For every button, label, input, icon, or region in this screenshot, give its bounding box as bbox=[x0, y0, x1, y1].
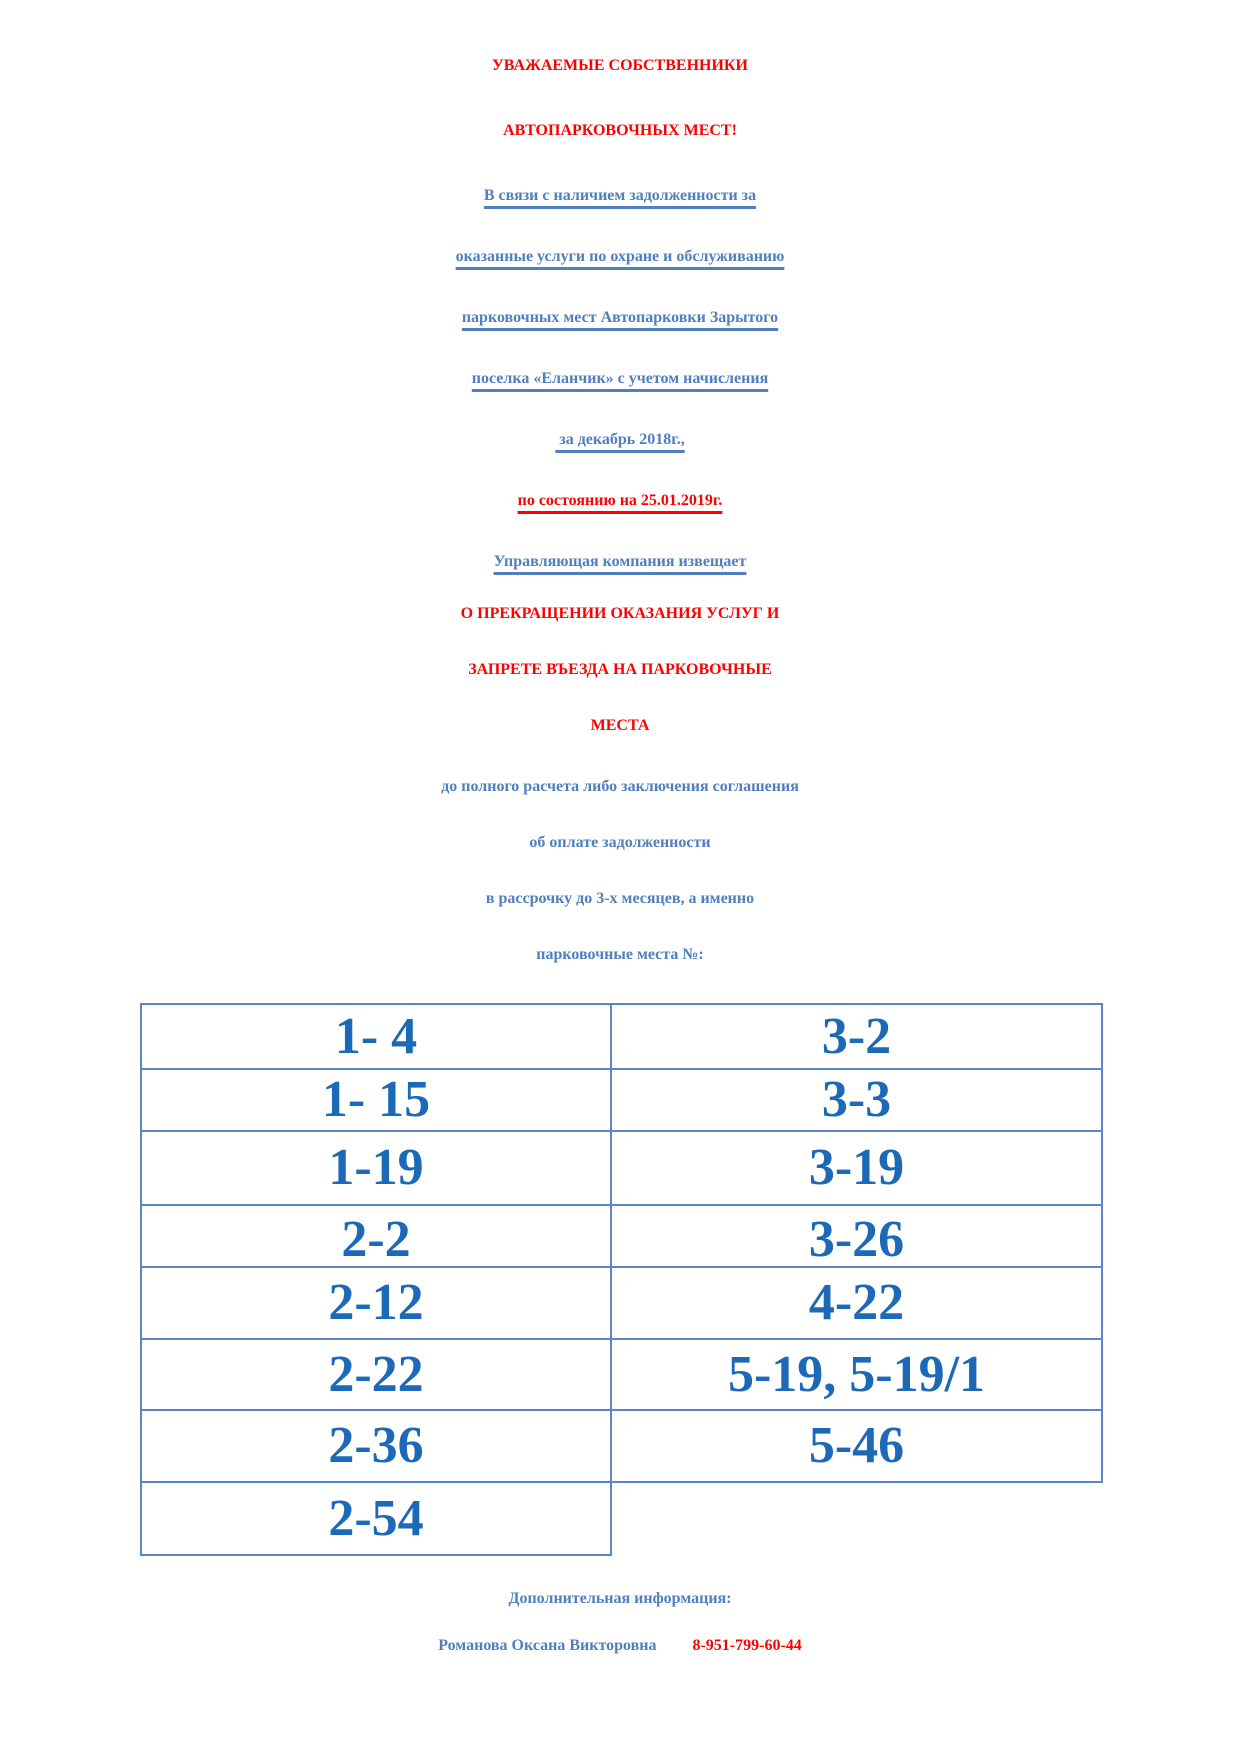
table-row bbox=[141, 1410, 1102, 1482]
notice-title bbox=[0, 33, 1240, 163]
table-row bbox=[141, 1482, 1102, 1555]
parking-spot-cell: 4-22 bbox=[611, 1267, 1102, 1339]
debt-notice-line bbox=[0, 226, 1240, 287]
table-row bbox=[141, 1131, 1102, 1205]
parking-spot-cell: 5-46 bbox=[611, 1410, 1102, 1482]
condition-line bbox=[0, 759, 1240, 815]
contact-heading: Дополнительная информация: bbox=[508, 1590, 732, 1607]
warning-line bbox=[0, 642, 1240, 698]
debt-notice bbox=[0, 165, 1240, 592]
debt-notice-text: парковочных мест Автопарковки Зарытого bbox=[461, 309, 779, 326]
table-row bbox=[141, 1205, 1102, 1267]
contact-phone: 8-951-799-60-44 bbox=[692, 1637, 802, 1654]
parking-spot-cell: 3-26 bbox=[611, 1205, 1102, 1267]
condition-line bbox=[0, 871, 1240, 927]
parking-spot-cell: 2-36 bbox=[141, 1410, 611, 1482]
debt-notice-line bbox=[0, 287, 1240, 348]
notice-title-line bbox=[0, 98, 1240, 163]
title-text: УВАЖАЕМЫЕ СОБСТВЕННИКИ bbox=[492, 57, 748, 74]
contact-info bbox=[0, 1575, 1240, 1669]
status-date-text: по состоянию на 25.01.2019г. bbox=[517, 492, 723, 509]
parking-spot-cell: 1- 15 bbox=[141, 1069, 611, 1131]
debt-notice-line bbox=[0, 165, 1240, 226]
notice-title-line bbox=[0, 33, 1240, 98]
parking-spot-cell: 5-19, 5-19/1 bbox=[611, 1339, 1102, 1410]
contact-name: Романова Оксана Викторовна bbox=[438, 1637, 657, 1654]
contact-heading-line bbox=[0, 1575, 1240, 1622]
parking-spot-cell: 3-19 bbox=[611, 1131, 1102, 1205]
debt-notice-line bbox=[0, 409, 1240, 470]
parking-spot-cell: 3-2 bbox=[611, 1004, 1102, 1069]
debt-notice-text: поселка «Еланчик» с учетом начисления bbox=[471, 370, 769, 387]
parking-spots-table bbox=[140, 1003, 1103, 1556]
parking-spot-cell: 3-3 bbox=[611, 1069, 1102, 1131]
management-company-line bbox=[0, 531, 1240, 592]
warning-line bbox=[0, 698, 1240, 754]
table-row bbox=[141, 1267, 1102, 1339]
warning-text: МЕСТА bbox=[590, 717, 650, 734]
debt-notice-text: оказанные услуги по охране и обслуживанию bbox=[455, 248, 785, 265]
debt-notice-line bbox=[0, 348, 1240, 409]
condition-line bbox=[0, 927, 1240, 983]
condition-line bbox=[0, 815, 1240, 871]
status-date-line bbox=[0, 470, 1240, 531]
parking-spot-cell: 2-22 bbox=[141, 1339, 611, 1410]
parking-spot-cell: 2-54 bbox=[141, 1482, 611, 1555]
warning-line bbox=[0, 586, 1240, 642]
parking-spot-cell: 1- 4 bbox=[141, 1004, 611, 1069]
payment-conditions bbox=[0, 759, 1240, 983]
service-termination-warning bbox=[0, 586, 1240, 754]
condition-text: до полного расчета либо заключения соглашения bbox=[441, 778, 799, 795]
empty-cell bbox=[611, 1482, 1102, 1555]
table-row bbox=[141, 1339, 1102, 1410]
condition-text: об оплате задолженности bbox=[529, 834, 711, 851]
management-company-text: Управляющая компания извещает bbox=[493, 553, 747, 570]
table-row bbox=[141, 1004, 1102, 1069]
warning-text: ЗАПРЕТЕ ВЪЕЗДА НА ПАРКОВОЧНЫЕ bbox=[468, 661, 772, 678]
debt-notice-text: В связи с наличием задолженности за bbox=[483, 187, 757, 204]
warning-text: О ПРЕКРАЩЕНИИ ОКАЗАНИЯ УСЛУГ И bbox=[460, 605, 780, 622]
contact-details-line bbox=[0, 1622, 1240, 1669]
title-text: АВТОПАРКОВОЧНЫХ МЕСТ! bbox=[503, 122, 737, 139]
condition-text: парковочные места №: bbox=[536, 946, 704, 963]
parking-spot-cell: 2-12 bbox=[141, 1267, 611, 1339]
debt-notice-text: за декабрь 2018г., bbox=[555, 431, 685, 448]
condition-text: в рассрочку до 3-х месяцев, а именно bbox=[485, 890, 755, 907]
parking-spot-cell: 1-19 bbox=[141, 1131, 611, 1205]
parking-spot-cell: 2-2 bbox=[141, 1205, 611, 1267]
table-row bbox=[141, 1069, 1102, 1131]
